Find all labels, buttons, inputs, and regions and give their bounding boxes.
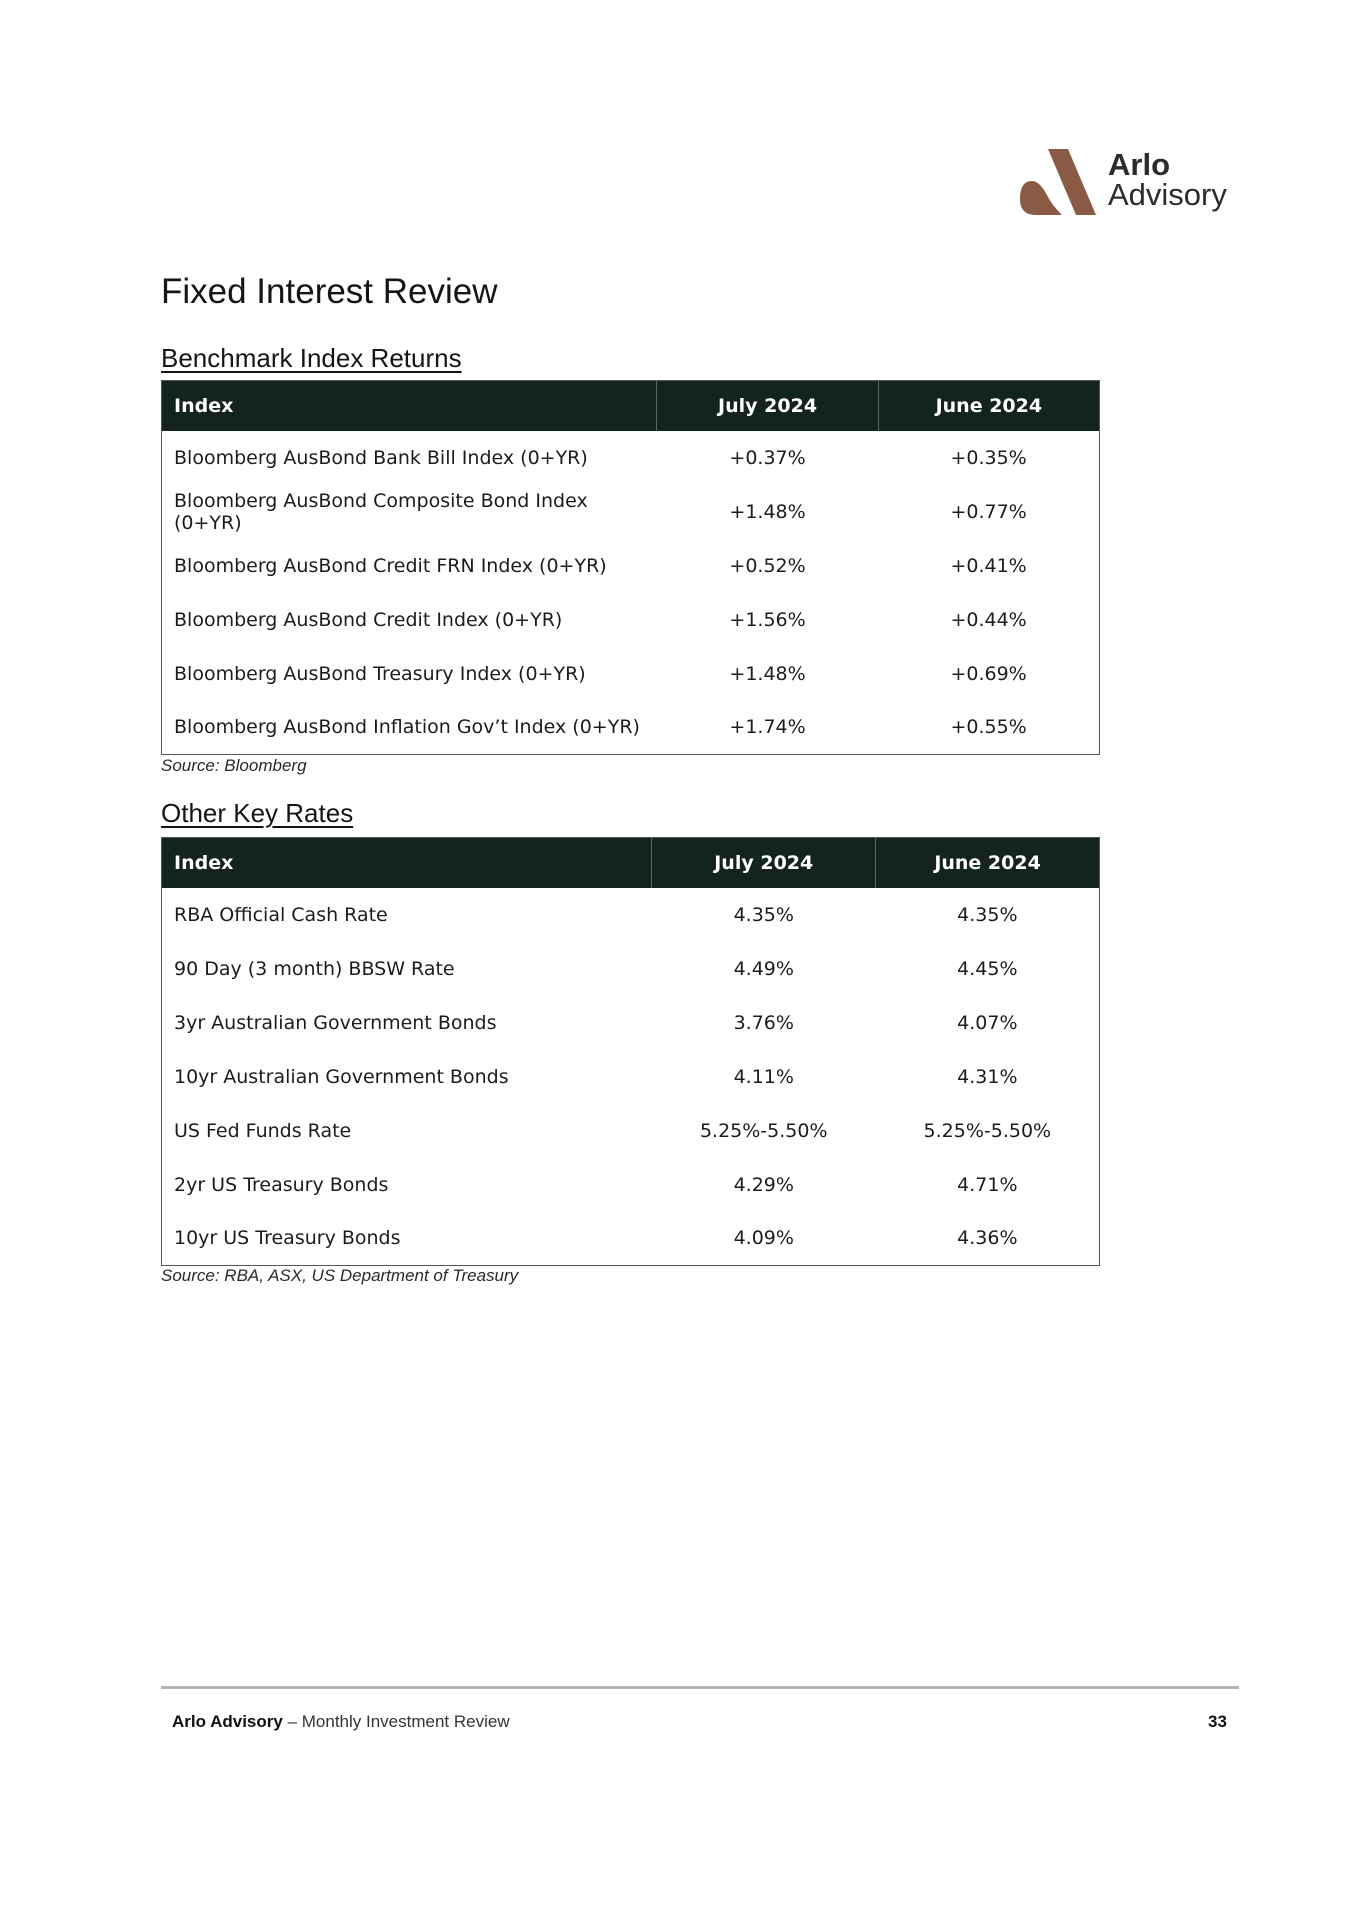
july-value-cell: 5.25%-5.50% xyxy=(699,1119,828,1142)
table-row xyxy=(162,1050,1100,1104)
july-value-cell: 4.49% xyxy=(733,957,794,980)
june-value-cell: +0.35% xyxy=(950,446,1027,469)
table-row xyxy=(162,485,1100,539)
index-name-cell: 10yr US Treasury Bonds xyxy=(174,1227,401,1250)
benchmark-heading: Benchmark Index Returns xyxy=(161,343,462,373)
table-row xyxy=(162,1104,1100,1158)
footer-title xyxy=(172,1712,510,1732)
index-name-cell: Bloomberg AusBond Treasury Index (0+YR) xyxy=(174,662,586,685)
table-row xyxy=(162,593,1100,647)
page-title: Fixed Interest Review xyxy=(161,272,498,311)
logo-wordmark xyxy=(1108,147,1227,212)
table-row xyxy=(162,539,1100,593)
index-name-cell: Bloomberg AusBond Credit Index (0+YR) xyxy=(174,608,563,631)
july-value-cell: 4.11% xyxy=(733,1065,794,1088)
june-value-cell: 4.31% xyxy=(957,1065,1018,1088)
index-name-cell: US Fed Funds Rate xyxy=(174,1119,352,1142)
june-value-cell: +0.55% xyxy=(950,716,1027,739)
july-value-cell: +1.48% xyxy=(729,500,806,523)
june-value-cell: 4.71% xyxy=(957,1173,1018,1196)
index-name-cell: 90 Day (3 month) BBSW Rate xyxy=(174,957,455,980)
logo-wordmark-line1: Arlo xyxy=(1108,147,1170,182)
june-value-cell: 4.35% xyxy=(957,903,1018,926)
index-name-cell: Bloomberg AusBond Bank Bill Index (0+YR) xyxy=(174,446,588,469)
benchmark-table xyxy=(161,380,1100,755)
column-header-index: Index xyxy=(174,851,234,874)
table-row xyxy=(162,701,1100,755)
july-value-cell: 4.29% xyxy=(733,1173,794,1196)
column-header-june: June 2024 xyxy=(878,381,1099,431)
index-name-cell: Bloomberg AusBond Inflation Gov’t Index (0+YR) xyxy=(174,716,640,739)
footer-separator: – xyxy=(282,1712,302,1731)
index-name-cell: 2yr US Treasury Bonds xyxy=(174,1173,389,1196)
july-value-cell: 4.35% xyxy=(733,903,794,926)
footer-divider xyxy=(161,1686,1239,1689)
table-row xyxy=(162,1212,1100,1266)
june-value-cell: 4.07% xyxy=(957,1011,1018,1034)
key-rates-source: Source: RBA, ASX, US Department of Treasury xyxy=(161,1266,519,1285)
july-value-cell: +1.56% xyxy=(729,608,806,631)
july-value-cell: 3.76% xyxy=(733,1011,794,1034)
key-rates-table xyxy=(161,837,1100,1266)
index-name-cell: 3yr Australian Government Bonds xyxy=(174,1011,497,1034)
benchmark-source: Source: Bloomberg xyxy=(161,756,307,775)
june-value-cell: 5.25%-5.50% xyxy=(923,1119,1052,1142)
index-name-cell: 10yr Australian Government Bonds xyxy=(174,1065,509,1088)
table-row xyxy=(162,942,1100,996)
column-header-june: June 2024 xyxy=(876,838,1100,888)
table-row xyxy=(162,996,1100,1050)
column-header-july: July 2024 xyxy=(657,381,878,431)
table-row xyxy=(162,888,1100,942)
arlo-advisory-logo xyxy=(1018,145,1248,220)
july-value-cell: +0.37% xyxy=(729,446,806,469)
june-value-cell: +0.77% xyxy=(950,500,1027,523)
june-value-cell: +0.41% xyxy=(950,554,1027,577)
july-value-cell: +1.48% xyxy=(729,662,806,685)
july-value-cell: 4.09% xyxy=(733,1227,794,1250)
key-rates-heading: Other Key Rates xyxy=(161,798,354,828)
june-value-cell: 4.45% xyxy=(957,957,1018,980)
table-header-row xyxy=(162,838,1100,888)
column-header-index: Index xyxy=(174,394,234,417)
column-header-july: July 2024 xyxy=(652,838,876,888)
page-number: 33 xyxy=(1208,1712,1227,1731)
index-name-cell: Bloomberg AusBond Composite Bond Index (0+YR) xyxy=(174,489,588,534)
logo-wordmark-line2: Advisory xyxy=(1108,177,1227,212)
table-row xyxy=(162,647,1100,701)
june-value-cell: +0.44% xyxy=(950,608,1027,631)
june-value-cell: +0.69% xyxy=(950,662,1027,685)
table-header-row xyxy=(162,381,1100,431)
table-row xyxy=(162,1158,1100,1212)
footer-brand: Arlo Advisory xyxy=(172,1712,283,1731)
table-row xyxy=(162,431,1100,485)
index-name-cell: RBA Official Cash Rate xyxy=(174,903,388,926)
arlo-logo-mark-icon xyxy=(1018,145,1098,220)
july-value-cell: +0.52% xyxy=(729,554,806,577)
footer-subtitle: Monthly Investment Review xyxy=(301,1712,510,1731)
july-value-cell: +1.74% xyxy=(729,716,806,739)
index-name-cell: Bloomberg AusBond Credit FRN Index (0+YR) xyxy=(174,554,607,577)
june-value-cell: 4.36% xyxy=(957,1227,1018,1250)
